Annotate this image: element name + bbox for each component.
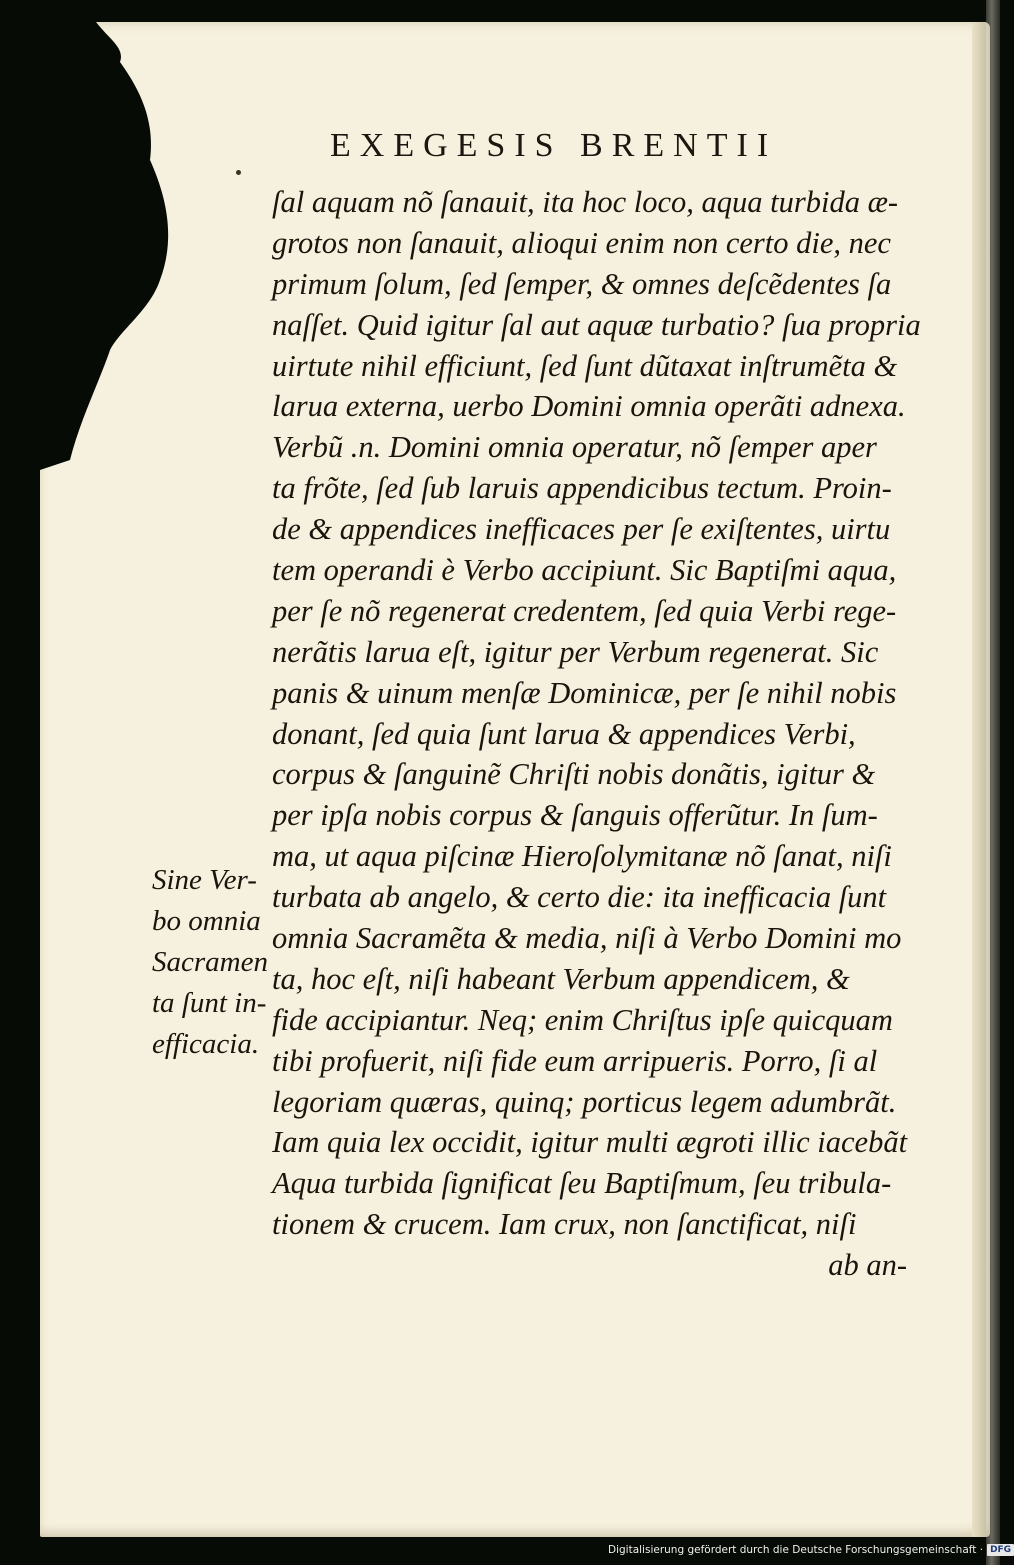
catchword: ab an-	[828, 1248, 907, 1283]
marginal-line: efficacia.	[152, 1027, 260, 1060]
marginal-line: Sacramen	[152, 945, 268, 978]
marginal-line: ta ſunt in-	[152, 986, 267, 1019]
text-line: ſal aquam nõ ſanauit, ita hoc loco, aqua turbida æ-	[272, 185, 899, 219]
text-line: ma, ut aqua piſcinæ Hieroſolymitanæ nõ ſanat, niſi	[272, 839, 892, 874]
text-line: grotos non ſanauit, alioqui enim non certo die, nec	[272, 225, 891, 260]
text-line: Verbũ .n. Domini omnia operatur, nõ ſemper aper	[272, 430, 877, 465]
marginal-line: Sine Ver-	[152, 864, 257, 896]
text-line: tem operandi è Verbo accipiunt. Sic Baptiſmi aqua,	[272, 553, 897, 588]
text-line: corpus & ſanguinẽ Chriſti nobis donãtis, igitur &	[272, 757, 876, 792]
ink-mark	[236, 170, 241, 175]
text-line: ta, hoc eſt, niſi habeant Verbum appendicem, &	[272, 961, 850, 996]
text-line: panis & uinum menſæ Dominicæ, per ſe nihil nobis	[272, 675, 897, 710]
credit-text: Digitalisierung gefördert durch die Deutsche Forschungsgemeinschaft ·	[608, 1544, 984, 1556]
text-line: legoriam quæras, quinq; porticus legem adumbrãt.	[272, 1084, 897, 1119]
text-line: Aqua turbida ſignificat ſeu Baptiſmum, ſeu tribula-	[272, 1166, 892, 1201]
text-line: de & appendices inefficaces per ſe exiſtentes, uirtu	[272, 512, 891, 547]
text-line: naſſet. Quid igitur ſal aut aquæ turbatio? ſua propria	[272, 307, 921, 342]
text-line: larua externa, uerbo Domini omnia operãti adnexa.	[272, 389, 906, 424]
text-line: ta frõte, ſed ſub laruis appendicibus tectum. Proin-	[272, 471, 892, 506]
text-line: per ipſa nobis corpus & ſanguis offerũtur. In ſum-	[272, 798, 878, 833]
dfg-logo-icon: DFG	[987, 1544, 1014, 1556]
text-line: Iam quia lex occidit, igitur multi ægroti illic iacebãt	[272, 1125, 908, 1160]
text-line: primum ſolum, ſed ſemper, & omnes deſcẽdentes ſa	[272, 266, 892, 301]
text-line: nerãtis larua eſt, igitur per Verbum regenerat. Sic	[272, 634, 879, 669]
page-edge	[972, 22, 986, 1537]
text-line: omnia Sacramẽta & media, niſi à Verbo Domini mo	[272, 921, 902, 956]
running-head: EXEGESIS BRENTII	[330, 127, 778, 164]
text-line: per ſe nõ regenerat credentem, ſed quia Verbi rege-	[272, 593, 897, 628]
text-line: turbata ab angelo, & certo die: ita inefficacia ſunt	[272, 880, 887, 915]
marginal-line: bo omnia	[152, 904, 261, 937]
main-text-block	[272, 182, 921, 1286]
text-line: tibi profuerit, niſi fide eum arripueris. Porro, ſi al	[272, 1043, 878, 1078]
text-line: tionem & crucem. Iam crux, non ſanctificat, niſi	[272, 1207, 857, 1242]
text-line: fide accipiantur. Neq; enim Chriſtus ipſe quicquam	[272, 1002, 893, 1037]
marginal-note	[152, 860, 277, 1064]
digitization-credit	[608, 1544, 1014, 1556]
text-line: donant, ſed quia ſunt larua & appendices Verbi,	[272, 716, 856, 751]
text-line: uirtute nihil efficiunt, ſed ſunt dũtaxat inſtrumẽta &	[272, 348, 898, 383]
